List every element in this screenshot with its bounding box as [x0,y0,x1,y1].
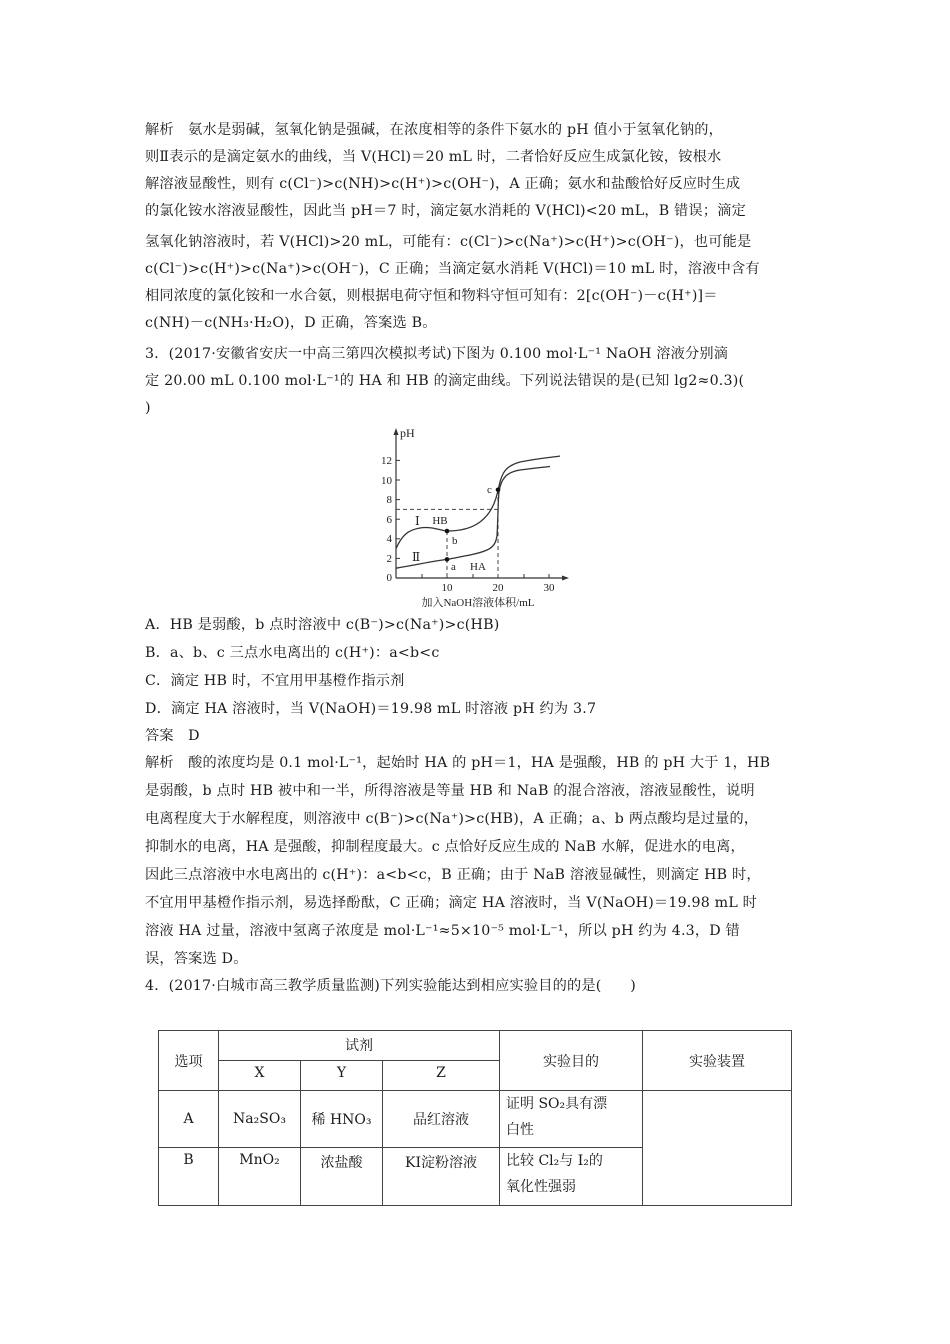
option-c: C．滴定 HB 时，不宜用甲基橙作指示剂 [145,673,405,689]
x-tick-label: 30 [543,582,555,594]
ha-label: HA [470,561,486,573]
y-axis-label: pH [400,426,415,440]
text-line: c(Cl⁻)>c(H⁺)>c(Na⁺)>c(OH⁻)，C 正确；当滴定氨水消耗 V(HCl)＝10 mL 时，溶液中含有 [145,261,760,277]
curve-label-ii: Ⅱ [412,550,421,564]
option-d: D．滴定 HA 溶液时，当 V(NaOH)＝19.98 mL 时溶液 pH 约为 3.7 [145,701,597,717]
cell-option: A [159,1091,219,1148]
analysis-line: 溶液 HA 过量，溶液中氢离子浓度是 mol·L⁻¹≈5×10⁻⁵ mol·L⁻¹，所以 pH 约为 4.3，D 错 [145,923,740,939]
y-tick-label: 12 [381,455,392,467]
cell-y: 稀 HNO₃ [301,1091,383,1148]
question-stem-line: ) [145,400,151,416]
question-stem-line: 3．(2017·安徽省安庆一中高三第四次模拟考试)下图为 0.100 mol·L⁻¹ NaOH 溶液分别滴 [145,346,729,362]
point-c [496,488,501,493]
y-tick-label: 2 [386,553,392,565]
point-c-label: c [487,484,492,496]
text-line: 解溶液显酸性，则有 c(Cl⁻)>c(NH)>c(H⁺)>c(OH⁻)，A 正确；氨水和盐酸恰好反应时生成 [145,176,741,192]
text-line: 相同浓度的氯化铵和一水合氨，则根据电荷守恒和物料守恒可知有：2[c(OH⁻)－c(H⁺)]＝ [145,288,718,304]
y-tick-label: 4 [386,533,392,545]
experiment-table [158,1030,792,1206]
point-a-label: a [451,561,456,573]
cell-option: B [159,1148,219,1206]
hb-label: HB [432,515,448,527]
option-b: B．a、b、c 三点水电离出的 c(H⁺)：a<b<c [145,645,440,661]
y-axis-arrow-icon [394,428,399,435]
analysis-line: 不宜用甲基橙作指示剂，易选择酚酞，C 正确；滴定 HA 溶液时，当 V(NaOH)＝19.98 mL 时 [145,895,758,911]
cell-purpose [500,1148,643,1206]
header-reagent: 试剂 [219,1031,500,1061]
analysis-line: 因此三点溶液中水电离出的 c(H⁺)：a<b<c，B 正确；由于 NaB 溶液显碱性，则滴定 HB 时， [145,867,761,883]
header-y: Y [301,1061,383,1091]
analysis-line: 是弱酸，b 点时 HB 被中和一半，所得溶液是等量 HB 和 NaB 的混合溶液，溶液显酸性，说明 [145,783,755,799]
x-axis-arrow-icon [562,576,569,581]
y-tick-label: 6 [386,514,392,526]
curve-hb [396,456,560,549]
point-b-label: b [452,535,458,547]
axes [396,432,565,578]
analysis-line: 误，答案选 D。 [145,951,248,967]
header-x: X [219,1061,301,1091]
purpose-line: 证明 SO₂具有漂 [506,1096,608,1112]
question-stem-line: 定 20.00 mL 0.100 mol·L⁻¹的 HA 和 HB 的滴定曲线。下列说法错误的是(已知 lg2≈0.3)( [145,373,745,389]
table-row [159,1091,792,1148]
y-tick-label: 10 [381,475,392,487]
cell-x: MnO₂ [219,1148,301,1206]
header-option: 选项 [159,1031,219,1091]
question-stem: 4．(2017·白城市高三教学质量监测)下列实验能达到相应实验目的的是( ) [145,978,637,994]
x-axis-label: 加入NaOH溶液体积/mL [421,597,535,609]
purpose-line: 比较 Cl₂与 I₂的 [506,1153,603,1169]
cell-apparatus [643,1091,792,1206]
header-purpose: 实验目的 [500,1031,643,1091]
cell-x: Na₂SO₃ [219,1091,301,1148]
header-apparatus: 实验装置 [643,1031,792,1091]
text-line: 氢氧化钠溶液时，若 V(HCl)>20 mL，可能有：c(Cl⁻)>c(Na⁺)>c(H⁺)>c(OH⁻)，也可能是 [145,234,752,250]
curve-label-i: Ⅰ [415,514,420,528]
y-tick-label: 0 [386,572,392,584]
purpose-line: 氧化性强弱 [506,1179,576,1195]
text-line: c(NH)－c(NH₃·H₂O)，D 正确，答案选 B。 [145,315,437,331]
y-tick-label: 8 [386,494,392,506]
header-z: Z [383,1061,500,1091]
analysis-line: 抑制水的电离，HA 是强酸，抑制程度最大。c 点恰好反应生成的 NaB 水解，促进水的电离， [145,839,745,855]
cell-z: 品红溶液 [383,1091,500,1148]
titration-chart [360,420,580,615]
purpose-line: 白性 [506,1122,534,1138]
text-line: 则Ⅱ表示的是滴定氨水的曲线，当 V(HCl)＝20 mL 时，二者恰好反应生成氯化铵，铵根水 [145,149,722,165]
point-b [445,529,450,534]
cell-y: 浓盐酸 [301,1148,383,1206]
cell-purpose [500,1091,643,1148]
text-line: 的氯化铵水溶液显酸性，因此当 pH＝7 时，滴定氨水消耗的 V(HCl)<20 mL，B 错误；滴定 [145,203,746,219]
cell-z: KI淀粉溶液 [383,1148,500,1206]
point-a [445,557,450,562]
analysis-line: 电离程度大于水解程度，则溶液中 c(B⁻)>c(Na⁺)>c(HB)，A 正确；a、b 两点酸均是过量的， [145,811,759,827]
x-tick-label: 10 [441,582,453,594]
text-line: 解析 氨水是弱碱，氢氧化钠是强碱，在浓度相等的条件下氨水的 pH 值小于氢氧化钠的， [145,122,724,138]
analysis-line: 解析 酸的浓度均是 0.1 mol·L⁻¹，起始时 HA 的 pH＝1，HA 是强酸，HB 的 pH 大于 1，HB [145,755,771,771]
x-tick-label: 20 [492,582,504,594]
option-a: A．HB 是弱酸，b 点时溶液中 c(B⁻)>c(Na⁺)>c(HB) [145,617,500,633]
answer: 答案 D [145,728,200,744]
